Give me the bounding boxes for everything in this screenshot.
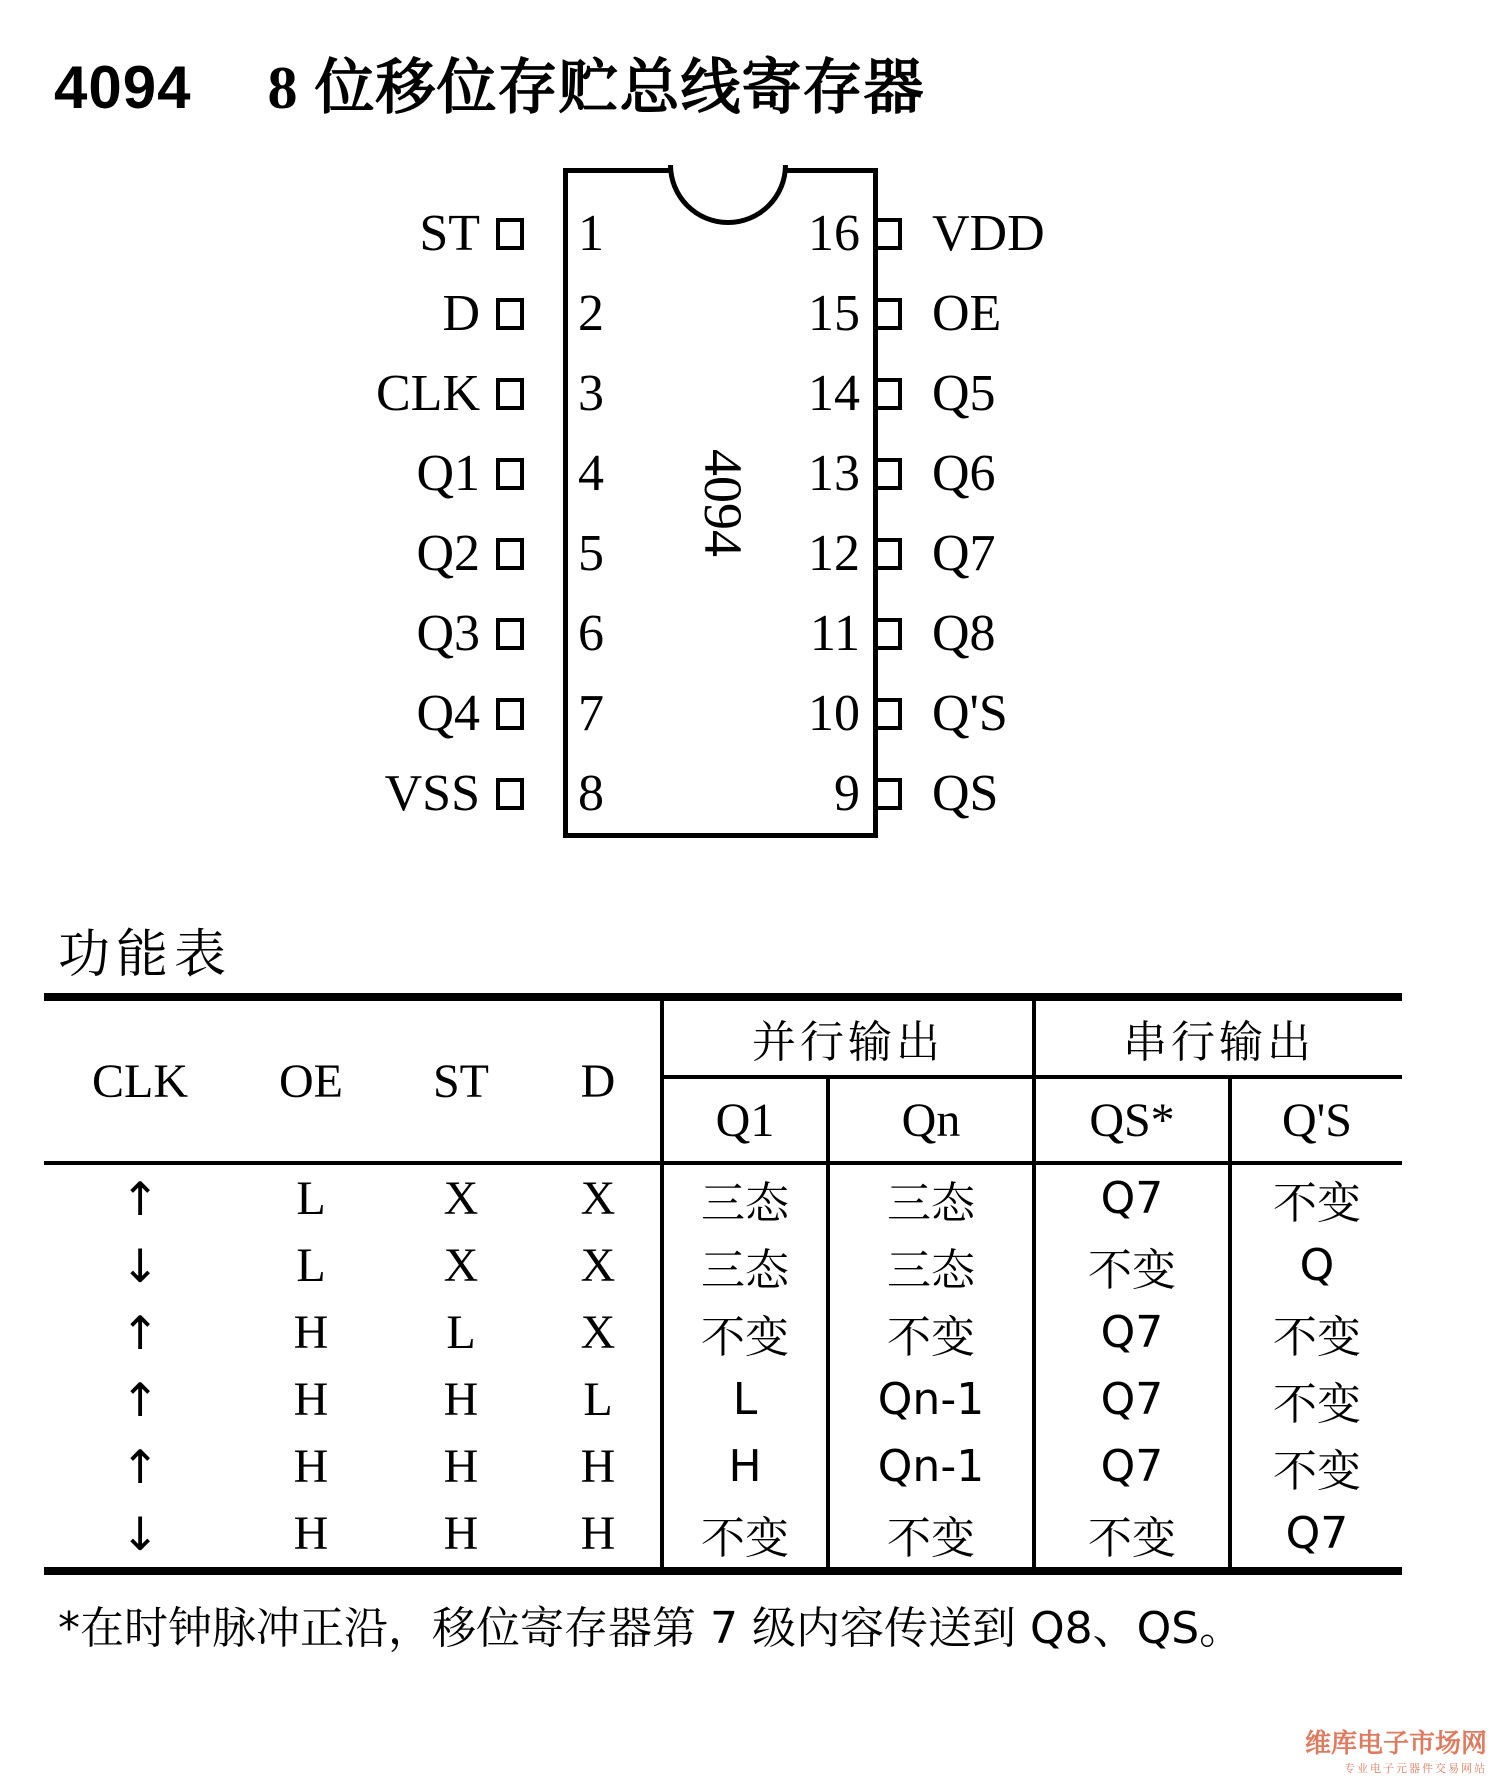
- cell-d: H: [536, 1500, 662, 1571]
- table-row: [44, 1232, 1402, 1299]
- pin-number: 12: [808, 525, 860, 582]
- pin-lead: [496, 618, 524, 650]
- cell-qn: Qn-1: [828, 1433, 1034, 1500]
- cell-clk: ↑: [120, 1372, 160, 1427]
- pin-number: 4: [578, 445, 604, 502]
- pin-name: Q'S: [932, 685, 1008, 742]
- cell-q-prime-s: 不变: [1230, 1299, 1402, 1366]
- cell-q1: 不变: [662, 1299, 828, 1366]
- header-oe: OE: [236, 997, 386, 1163]
- pin-lead: [496, 458, 524, 490]
- chip-notch: [668, 165, 788, 225]
- watermark: [1305, 1723, 1487, 1776]
- cell-qn: Qn-1: [828, 1366, 1034, 1433]
- cell-oe: L: [296, 1239, 326, 1292]
- pin-2: [300, 284, 604, 344]
- cell-st: L: [446, 1306, 476, 1359]
- cell-d: X: [580, 1172, 616, 1225]
- header-clk: CLK: [44, 997, 236, 1163]
- cell-qs: 不变: [1034, 1232, 1230, 1299]
- cell-st: X: [443, 1239, 479, 1292]
- cell-oe: L: [296, 1172, 326, 1225]
- pin-lead: [874, 458, 902, 490]
- pin-10: [800, 684, 1130, 744]
- pin-name: VDD: [932, 205, 1045, 262]
- pin-number: 1: [578, 205, 604, 262]
- pin-name: OE: [932, 285, 1002, 342]
- cell-clk: ↑: [120, 1171, 160, 1226]
- pin-16: [800, 204, 1130, 264]
- cell-st: H: [443, 1373, 479, 1426]
- cell-qs: Q7: [1034, 1163, 1230, 1232]
- cell-qs: Q7: [1034, 1433, 1230, 1500]
- watermark-subtitle: 专业电子元器件交易网站: [1344, 1762, 1487, 1775]
- pin-name: Q5: [932, 365, 996, 422]
- page-title: [54, 40, 924, 126]
- pin-lead: [874, 778, 902, 810]
- cell-clk: ↓: [120, 1238, 160, 1293]
- pin-lead: [874, 298, 902, 330]
- table-row: [44, 1299, 1402, 1366]
- cell-q1: L: [662, 1366, 828, 1433]
- pin-lead: [496, 778, 524, 810]
- pin-name: VSS: [384, 765, 480, 822]
- pin-number: 16: [808, 205, 860, 262]
- footnote: *在时钟脉冲正沿，移位寄存器第 7 级内容传送到 Q8、QS。: [58, 1603, 1244, 1654]
- pin-number: 2: [578, 285, 604, 342]
- pin-8: [300, 764, 604, 824]
- cell-qs: Q7: [1034, 1366, 1230, 1433]
- cell-d: H: [580, 1440, 616, 1493]
- cell-qn: 不变: [828, 1299, 1034, 1366]
- pin-number: 3: [578, 365, 604, 422]
- cell-st: H: [386, 1500, 536, 1571]
- pin-7: [300, 684, 604, 744]
- pin-9: [800, 764, 1130, 824]
- part-number: 4094: [54, 54, 192, 121]
- pin-lead: [496, 538, 524, 570]
- table-row: [44, 1500, 1402, 1571]
- pin-name: Q6: [932, 445, 996, 502]
- pin-number: 15: [808, 285, 860, 342]
- pin-lead: [496, 218, 524, 250]
- header-d: D: [536, 997, 662, 1163]
- pin-name: D: [442, 285, 480, 342]
- cell-d: X: [580, 1306, 616, 1359]
- pin-13: [800, 444, 1130, 504]
- header-qn: Qn: [828, 1077, 1034, 1163]
- table-row: [44, 1163, 1402, 1232]
- cell-q-prime-s: 不变: [1230, 1163, 1402, 1232]
- pin-lead: [874, 538, 902, 570]
- pin-number: 5: [578, 525, 604, 582]
- pin-name: ST: [419, 205, 480, 262]
- cell-oe: H: [293, 1373, 329, 1426]
- cell-qn: 三态: [828, 1163, 1034, 1232]
- pin-name: CLK: [376, 365, 480, 422]
- function-table-title: 功能表: [58, 925, 233, 985]
- pin-lead: [874, 618, 902, 650]
- pin-name: QS: [932, 765, 999, 822]
- cell-oe: H: [293, 1440, 329, 1493]
- table-row: [44, 1433, 1402, 1500]
- cell-qn: 不变: [828, 1500, 1034, 1571]
- header-q1: Q1: [662, 1077, 828, 1163]
- cell-st: H: [443, 1440, 479, 1493]
- header-st: ST: [386, 997, 536, 1163]
- pin-lead: [496, 698, 524, 730]
- function-table: [44, 993, 1402, 1575]
- cell-d: L: [583, 1373, 613, 1426]
- pin-3: [300, 364, 604, 424]
- cell-oe: H: [236, 1500, 386, 1571]
- pin-15: [800, 284, 1130, 344]
- pin-lead: [874, 378, 902, 410]
- pin-name: Q8: [932, 605, 996, 662]
- pin-number: 9: [834, 765, 860, 822]
- cell-qs: 不变: [1034, 1500, 1230, 1571]
- pin-lead: [874, 698, 902, 730]
- pin-6: [300, 604, 604, 664]
- header-parallel-output: 并行输出: [662, 997, 1034, 1077]
- cell-q-prime-s: 不变: [1230, 1433, 1402, 1500]
- pin-4: [300, 444, 604, 504]
- watermark-brand: 维库电子市场网: [1304, 1729, 1487, 1759]
- cell-q-prime-s: Q7: [1230, 1500, 1402, 1571]
- pin-11: [800, 604, 1130, 664]
- header-q-prime-s: Q'S: [1230, 1077, 1402, 1163]
- pin-name: Q3: [416, 605, 480, 662]
- cell-q-prime-s: 不变: [1230, 1366, 1402, 1433]
- pin-number: 6: [578, 605, 604, 662]
- cell-q1: 三态: [662, 1232, 828, 1299]
- cell-st: X: [443, 1172, 479, 1225]
- pin-5: [300, 524, 604, 584]
- cell-q1: 三态: [662, 1163, 828, 1232]
- pin-number: 14: [808, 365, 860, 422]
- pin-name: Q1: [416, 445, 480, 502]
- pin-name: Q4: [416, 685, 480, 742]
- cell-qs: Q7: [1034, 1299, 1230, 1366]
- cell-q-prime-s: Q: [1230, 1232, 1402, 1299]
- cell-oe: H: [293, 1306, 329, 1359]
- pin-number: 7: [578, 685, 604, 742]
- pin-number: 10: [808, 685, 860, 742]
- cell-qn: 三态: [828, 1232, 1034, 1299]
- pin-12: [800, 524, 1130, 584]
- table-row: [44, 1366, 1402, 1433]
- pin-name: Q7: [932, 525, 996, 582]
- cell-q1: H: [662, 1433, 828, 1500]
- pin-lead: [496, 298, 524, 330]
- header-qs: QS*: [1034, 1077, 1230, 1163]
- part-description: 8 位移位存贮总线寄存器: [267, 55, 925, 121]
- pin-number: 11: [809, 605, 860, 662]
- cell-d: X: [580, 1239, 616, 1292]
- cell-clk: ↑: [120, 1439, 160, 1494]
- header-serial-output: 串行输出: [1034, 997, 1402, 1077]
- pin-number: 8: [578, 765, 604, 822]
- pin-lead: [874, 218, 902, 250]
- cell-q1: 不变: [662, 1500, 828, 1571]
- cell-clk: ↑: [120, 1305, 160, 1360]
- pin-lead: [496, 378, 524, 410]
- cell-clk: ↓: [44, 1500, 236, 1571]
- pin-1: [300, 204, 604, 264]
- chip-label: 4094: [693, 449, 753, 557]
- pin-number: 13: [808, 445, 860, 502]
- pin-14: [800, 364, 1130, 424]
- pin-name: Q2: [416, 525, 480, 582]
